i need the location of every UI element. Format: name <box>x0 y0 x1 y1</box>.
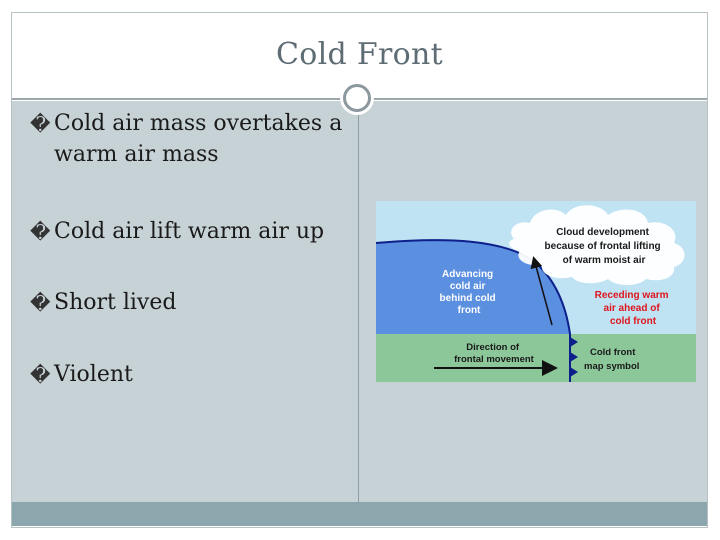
map-symbol-label: Cold front map symbol <box>584 347 640 372</box>
bullet-icon: � <box>30 220 51 244</box>
bullet-item <box>30 359 133 390</box>
cold-front-diagram <box>376 201 696 382</box>
bullet-item <box>30 216 324 247</box>
bullet-icon: � <box>30 112 51 136</box>
bullet-item <box>30 108 374 170</box>
bullet-text: Short lived <box>54 290 177 315</box>
bullet-text: Violent <box>54 362 133 387</box>
bullet-text: Cold air lift warm air up <box>54 219 325 244</box>
bullet-icon: � <box>30 363 51 387</box>
warm-air-label: Receding warm air ahead of cold front <box>594 290 669 327</box>
cloud-label: Cloud development because of frontal lifting of warm moist air <box>544 227 661 266</box>
cold-air-label: Advancing cold air behind cold front <box>439 269 496 316</box>
bullet-item <box>30 287 176 318</box>
footer-bar <box>12 502 707 526</box>
slide-title: Cold Front <box>276 37 443 72</box>
bullet-text: Cold air mass overtakes a warm air mass <box>54 111 343 167</box>
ground-strip <box>376 334 696 382</box>
bullet-icon: � <box>30 291 51 315</box>
direction-label: Direction of frontal movement <box>454 342 534 365</box>
